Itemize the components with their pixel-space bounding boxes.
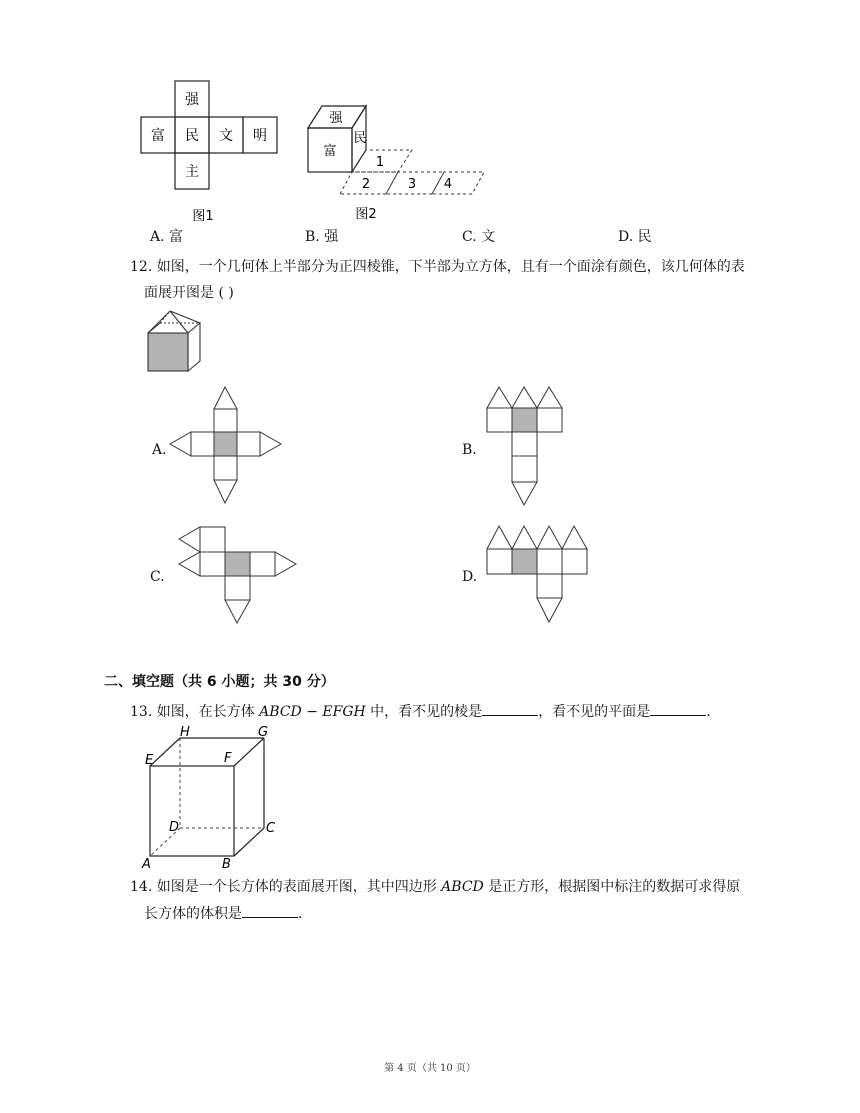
q12-option-c-net <box>175 522 299 628</box>
q14-line2-prefix: 长方体的体积是 <box>144 906 242 922</box>
fig1-cell-min: 民 <box>185 128 199 144</box>
q13-label-c: C <box>266 821 276 836</box>
fig1-cell-wen: 文 <box>219 128 233 144</box>
q12-option-b-net <box>485 385 565 509</box>
q13-label-e: E <box>145 753 154 768</box>
q13-label-f: F <box>224 751 232 766</box>
q11-figure-2 <box>300 100 500 225</box>
q13-label-a: A <box>142 857 151 872</box>
q13-label-b: B <box>222 857 231 872</box>
q12-option-c-label: C. <box>150 569 165 585</box>
q12-option-d-net <box>485 522 591 626</box>
q13-math: ABCD − EFGH <box>259 704 366 720</box>
q11-option-d: D. 民 <box>618 229 652 245</box>
q13-blank-1[interactable] <box>482 701 538 716</box>
q13-middle: 中，看不见的棱是 <box>365 704 483 720</box>
q12-question-line2: 面展开图是 ( ) <box>144 285 234 301</box>
q11-option-a: A. 富 <box>150 229 184 245</box>
q13-label-d: D <box>169 820 180 835</box>
fig2-cube-front: 富 <box>323 144 337 159</box>
fig2-tile-1: 1 <box>375 155 385 170</box>
q12-question-line1: 12. 如图，一个几何体上半部分为正四棱锥，下半部为立方体，且有一个面涂有颜色，该几何体的表 <box>130 259 745 275</box>
q14-question-line2 <box>144 903 302 924</box>
q13-end: . <box>706 704 711 720</box>
q13-label-h: H <box>180 725 190 740</box>
q12-option-d-label: D. <box>462 569 478 585</box>
fig2-caption: 图2 <box>355 207 377 222</box>
q11-figure-1 <box>140 78 280 228</box>
q14-line2-end: . <box>298 906 303 922</box>
q12-solid-figure <box>140 305 210 377</box>
q11-option-c: C. 文 <box>462 229 496 245</box>
fig2-cube-top: 强 <box>329 111 343 126</box>
fig2-cube-side: 民 <box>353 131 367 146</box>
q11-option-b: B. 强 <box>305 229 339 245</box>
q13-box-figure <box>140 722 290 872</box>
fig1-caption: 图1 <box>192 209 214 224</box>
q12-option-a-net <box>168 385 284 507</box>
q14-prefix: 14. 如图是一个长方体的表面展开图，其中四边形 <box>130 879 442 895</box>
q13-prefix: 13. 如图，在长方体 <box>130 704 260 720</box>
q12-option-b-label: B. <box>462 442 477 458</box>
section-title-fill-in: 二、填空题（共 6 小题；共 30 分） <box>104 674 335 690</box>
q12-option-a-label: A. <box>152 442 167 458</box>
q14-math: ABCD <box>441 879 484 895</box>
fig2-tile-4: 4 <box>443 177 453 192</box>
fig1-cell-qiang: 强 <box>185 92 199 108</box>
q14-question-line1 <box>130 877 740 897</box>
q13-label-g: G <box>258 725 269 740</box>
q13-blank-2[interactable] <box>650 701 706 716</box>
page-footer: 第 4 页（共 10 页） <box>384 1063 476 1074</box>
fig1-cell-zhu: 主 <box>185 164 199 180</box>
q13-question <box>130 701 711 722</box>
fig1-cell-ming: 明 <box>253 128 267 144</box>
fig2-tile-3: 3 <box>407 177 417 192</box>
q13-middle2: ，看不见的平面是 <box>538 704 651 720</box>
fig1-cell-fu: 富 <box>151 128 165 144</box>
fig2-tile-2: 2 <box>361 177 371 192</box>
q14-suffix: 是正方形，根据图中标注的数据可求得原 <box>483 879 741 895</box>
q14-blank[interactable] <box>242 903 298 918</box>
